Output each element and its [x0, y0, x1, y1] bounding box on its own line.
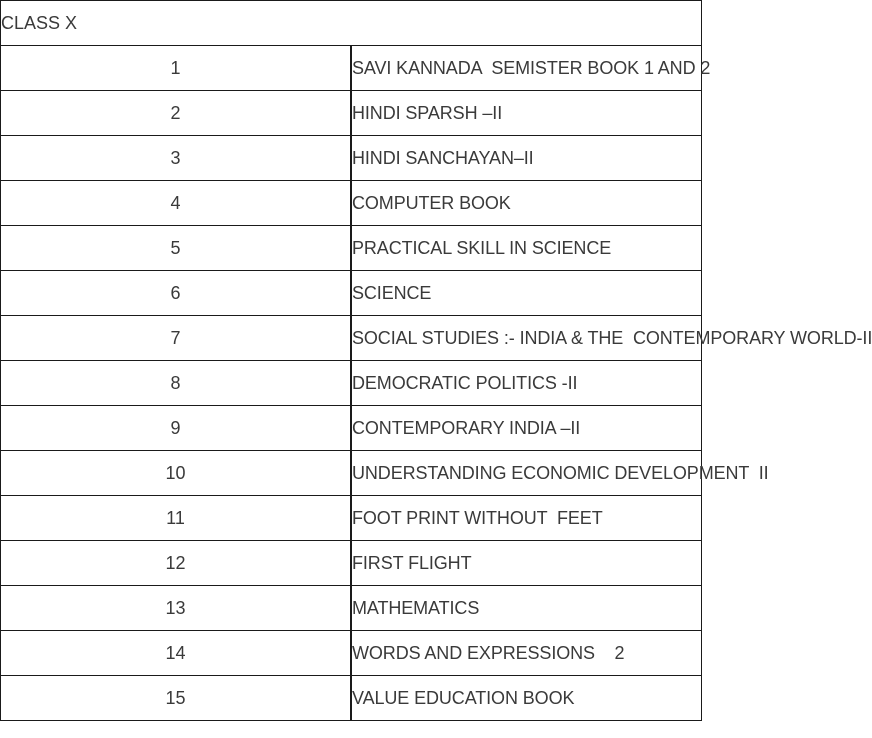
- book-name: SOCIAL STUDIES :- INDIA & THE CONTEMPORARY WORLD-II: [351, 316, 702, 361]
- book-name: HINDI SPARSH –II: [351, 91, 702, 136]
- book-name: COMPUTER BOOK: [351, 181, 702, 226]
- book-name: DEMOCRATIC POLITICS -II: [351, 361, 702, 406]
- table-row: [1, 541, 702, 586]
- book-name: FIRST FLIGHT: [351, 541, 702, 586]
- table-row: [1, 451, 702, 496]
- row-number: 7: [1, 316, 352, 361]
- row-number: 10: [1, 451, 352, 496]
- book-name: WORDS AND EXPRESSIONS 2: [351, 631, 702, 676]
- table-row: [1, 46, 702, 91]
- table-row: [1, 136, 702, 181]
- row-number: 2: [1, 91, 352, 136]
- class-title: CLASS X: [1, 1, 702, 46]
- table-title-row: [1, 1, 702, 46]
- table-row: [1, 181, 702, 226]
- row-number: 13: [1, 586, 352, 631]
- book-name: PRACTICAL SKILL IN SCIENCE: [351, 226, 702, 271]
- row-number: 12: [1, 541, 352, 586]
- book-list-body: [1, 1, 872, 721]
- row-number: 6: [1, 271, 352, 316]
- book-name: HINDI SANCHAYAN–II: [351, 136, 702, 181]
- table-row: [1, 406, 702, 451]
- table-row: [1, 676, 702, 721]
- table-row: [1, 496, 702, 541]
- row-number: 1: [1, 46, 352, 91]
- row-number: 11: [1, 496, 352, 541]
- table-row: [1, 631, 702, 676]
- book-name: UNDERSTANDING ECONOMIC DEVELOPMENT II: [351, 451, 702, 496]
- row-number: 3: [1, 136, 352, 181]
- table-row: [1, 586, 702, 631]
- book-name: MATHEMATICS: [351, 586, 702, 631]
- row-number: 9: [1, 406, 352, 451]
- table-row: [1, 226, 702, 271]
- book-name: SAVI KANNADA SEMISTER BOOK 1 AND 2: [351, 46, 702, 91]
- row-number: 8: [1, 361, 352, 406]
- table-row: [1, 271, 702, 316]
- table-row: [1, 316, 702, 361]
- book-name: SCIENCE: [351, 271, 702, 316]
- book-name: FOOT PRINT WITHOUT FEET: [351, 496, 702, 541]
- book-name: VALUE EDUCATION BOOK: [351, 676, 702, 721]
- book-name: CONTEMPORARY INDIA –II: [351, 406, 702, 451]
- row-number: 4: [1, 181, 352, 226]
- row-number: 5: [1, 226, 352, 271]
- table-row: [1, 91, 702, 136]
- table-row: [1, 361, 702, 406]
- row-number: 15: [1, 676, 352, 721]
- row-number: 14: [1, 631, 352, 676]
